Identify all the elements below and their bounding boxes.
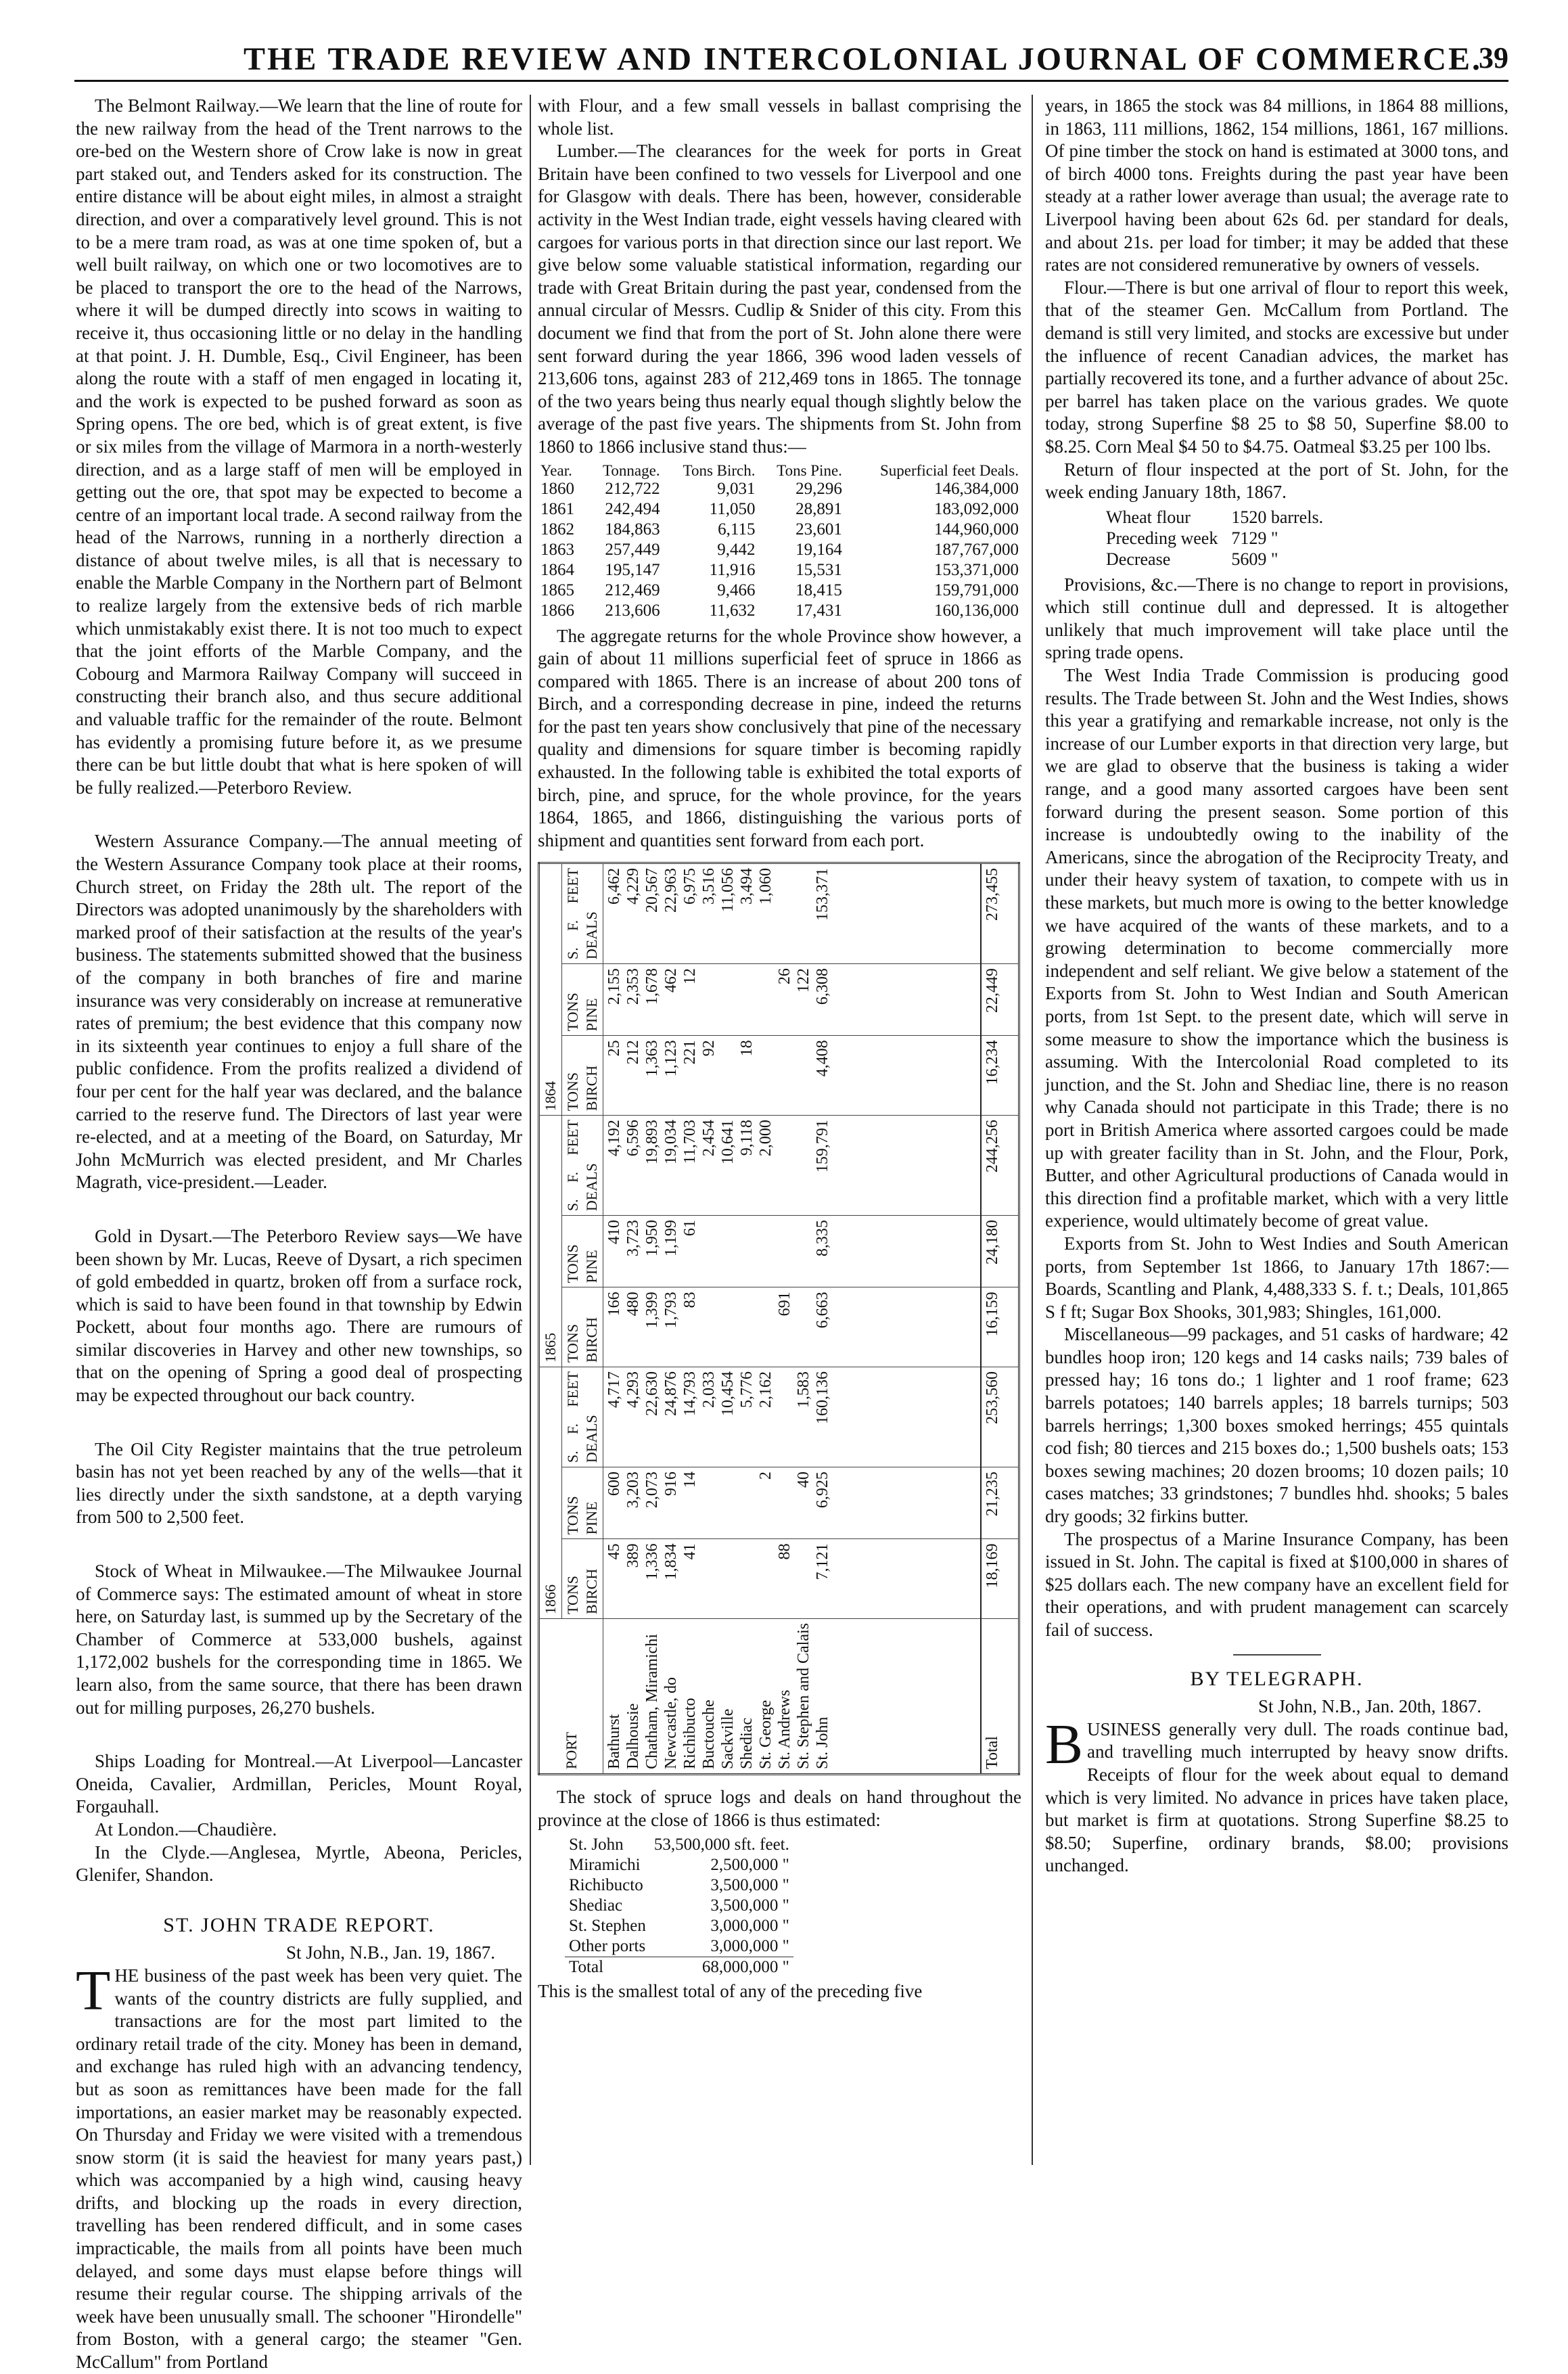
inspection-label: Preceding week	[1106, 528, 1218, 548]
table-row	[538, 479, 1021, 499]
article-stjohn-report	[76, 1959, 522, 2374]
total-cell: 16,234	[981, 1036, 1019, 1116]
table-cell: 1866	[540, 601, 574, 620]
table-cell: 1863	[540, 540, 574, 559]
article-ships-clyde: In the Clyde.—Anglesea, Myrtle, Abeona, Pericles, Glenifer, Shandon.	[76, 1842, 522, 1886]
table-cell: 146,384,000	[934, 479, 1019, 498]
table-cell: 159,791,000	[934, 580, 1019, 599]
article-belmont-railway: The Belmont Railway.—We learn that the line of route for the new railway from the head of the Trent narrows to the ore-bed on the Western shore of Crow lake is now in great part staked out, and Tenders asked for its construction. The entire distance will be about eight miles, in almost a straight direction, and over a comparatively level ground. This is not to be a mere tram road, as was at one time spoken of, but a well built railway, on which one or two locomotives are to be placed to transport the ore to the head of the Narrows, where it will be dumped directly into scows in waiting to receive it, thus occasioning little or no delay in the handling at that point. J. H. Dumble, Esq., Civil Engineer, has been along the route with a staff of men engaged in locating it, and the work is expected to be pushed forward as soon as Spring opens. The ore bed, which is of great extent, is five or six miles from the village of Marmora in a north-westerly direction, and as a large staff of men will be employed in getting out the ore, that spot may be expected to become a centre of an important local trade. A second railway from the head of the Narrows, running in a northerly direction a distance of about twelve miles, is all that is necessary to enable the Marble Company in the Northern part of Belmont to realize largely from the extensive beds of rich marble which unmistakably exist there. It is not too much to expect that the joint efforts of the Marble Company, and the Cobourg and Marmora Railway Company will succeed in constructing their branch also, and thus secure additional and valuable traffic for the remainder of the route. Belmont has evidently a promising future before it, as we presume there can be but little doubt that what is here spoken of will be fully realized.—Peterboro Review.	[76, 95, 522, 798]
table-cell: 183,092,000	[934, 499, 1019, 518]
total-cell: 244,256	[981, 1116, 1019, 1216]
data-column: 600 3,203 2,073 916 14 2 40 6,925	[603, 1467, 982, 1539]
table-row	[565, 1896, 793, 1916]
article-western-assurance: Western Assurance Company.—The annual meeting of the Western Assurance Company took place at their rooms, Church street, on Friday the 28th ult. The report of the Directors was adopted unanimously by the shareholders with marked proof of their satisfaction at the results of the year's business. The statements submitted showed that the business of the company in both branches of fire and marine insurance was very considerably on increase at remunerative rates of premium; the best evidence that this company now in its sixteenth year continues to enjoy a full share of the public confidence. From the profits realized a dividend of four per cent for the half year was declared, and the balance carried to the reserve fund. The Directors of last year were re-elected, and at a meeting of the Board, on Saturday, Mr John McMurrich was elected president, and Mr Charles Magrath, vice-president.—Leader.	[76, 831, 522, 1193]
table-cell: 11,632	[709, 601, 756, 620]
table-cell: 29,296	[795, 479, 842, 498]
table-cell: 184,863	[605, 520, 660, 539]
column-3	[1045, 95, 1508, 1877]
table-cell: 212,469	[605, 580, 660, 599]
table-row	[1099, 528, 1330, 549]
article-marine-insurance: The prospectus of a Marine Insurance Company, has been issued in St. John. The capital is fixed at $100,000 in shares of $25 dollars each. The new company have an excellent field for their operations, and with prudent management can scarcely fail of success.	[1045, 1528, 1508, 1640]
table-cell: 213,606	[605, 601, 660, 620]
table-row	[565, 1835, 793, 1855]
stock-value: 3,000,000 "	[710, 1936, 789, 1955]
table-cell: 6,115	[718, 520, 756, 539]
table-cell: 1864	[540, 560, 574, 579]
table-cell: 195,147	[605, 560, 660, 579]
data-column: 2,155 2,353 1,678 462 12 26 122 6,308	[603, 964, 982, 1036]
port-name: Shediac	[569, 1896, 623, 1915]
inspection-value: 1520 barrels.	[1231, 507, 1324, 527]
article-miscellaneous: Miscellaneous—99 packages, and 51 casks of hardware; 42 bundles hoop iron; 120 kegs and 14 casks nails; 739 bales of pressed hay; 16 tons do.; 1 lighter and 1 roof frame; 623 barrels potatoes; 140 barrels apples; 18 barrels turnips; 503 barrels herrings; 1,300 boxes smoked herrings; 455 quintals cod fish; 80 tierces and 215 boxes do.; 1,500 bushels oats; 153 boxes sewing machines; 20 dozen brooms; 10 dozen pails; 10 cases matches; 33 grindstones; 7 bundles hhd. shooks; 5 bales dry goods; 32 firkins butter.	[1045, 1324, 1508, 1527]
article-ships-london: At London.—Chaudière.	[95, 1819, 277, 1840]
data-column: 45 389 1,336 1,834 41 88 7,121	[603, 1539, 982, 1619]
column-subheader: S. F. FEET DEALS	[562, 863, 603, 964]
table-header-cell: Year.	[540, 461, 572, 479]
total-cell: 22,449	[981, 964, 1019, 1036]
column-subheader: TONS PINE	[562, 964, 603, 1036]
port-list: Bathurst Dalhousie Chatham, Miramichi Newcastle, do Richibucto Buctouche Sackville Shediac St. George St. Andrews St. Stephen and Calais St. John	[603, 1619, 982, 1775]
year-header: 1865	[539, 1116, 562, 1367]
column-subheader: S. F. FEET DEALS	[562, 1116, 603, 1216]
article-ships-liverpool: Ships Loading for Montreal.—At Liverpool—Lancaster Oneida, Cavalier, Ardmillan, Pericles, Mount Royal, Forgauhall.	[76, 1751, 522, 1817]
article-flour-return: Return of flour inspected at the port of St. John, for the week ending January 18th, 1867.	[1045, 459, 1508, 503]
table-header-cell: Tons Birch.	[683, 461, 756, 479]
total-cell: 18,169	[981, 1539, 1019, 1619]
stock-value: 53,500,000 sft. feet.	[653, 1835, 789, 1854]
table-row	[538, 520, 1021, 540]
stock-value: 3,500,000 "	[710, 1896, 789, 1915]
year-header: 1866	[539, 1367, 562, 1619]
table-cell: 11,916	[709, 560, 756, 579]
port-name: St. John	[569, 1835, 624, 1854]
table-header-cell: Tons Pine.	[777, 461, 842, 479]
shipments-table	[538, 463, 1021, 621]
data-column: 410 3,723 1,950 1,199 61 8,335	[603, 1216, 982, 1287]
article-provisions: Provisions, &c.—There is no change to report in provisions, which still continue dull and depressed. It is altogether unlikely that much improvement will take place until the spring trade opens.	[1045, 574, 1508, 663]
exports-table-rotated	[538, 860, 1021, 1777]
total-row	[565, 1957, 793, 1978]
port-name: Other ports	[569, 1936, 646, 1955]
inspection-value: 5609 "	[1231, 549, 1278, 569]
total-cell: 253,560	[981, 1367, 1019, 1467]
article-continuation: with Flour, and a few small vessels in ballast comprising the whole list.	[538, 95, 1021, 139]
table-row	[565, 1855, 793, 1875]
inspection-label: Decrease	[1106, 549, 1171, 569]
inspection-label: Wheat flour	[1106, 507, 1191, 527]
table-cell: 23,601	[795, 520, 842, 539]
total-cell: 273,455	[981, 863, 1019, 964]
table-row	[538, 580, 1021, 601]
table-row	[538, 560, 1021, 580]
dateline-stjohn: St John, N.B., Jan. 19, 1867.	[285, 1942, 495, 1963]
article-continuation: years, in 1865 the stock was 84 millions, in 1864 88 millions, in 1863, 111 millions, 1862, 154 millions, 1861, 167 millions. Of pine timber the stock on hand is estimated at 3000 tons, and of birch 4000 tons. Freights during the past year have been steady at a rather lower average than usual; the average rate to Liverpool having been about 62s 6d. per standard for deals, and about 21s. per load for timber; it may be added that these rates are not considered remunerative by owners of vessels.	[1045, 95, 1508, 275]
page-number: 39	[1479, 41, 1508, 74]
table-cell: 18,415	[795, 580, 842, 599]
article-oil-city: The Oil City Register maintains that the true petroleum basin has not yet been reached by any of the wells—that it lies directly under the sixth sandstone, at a depth varying from 500 to 2,500 feet.	[76, 1438, 522, 1528]
total-value: 68,000,000 "	[650, 1957, 793, 1978]
data-column: 25 212 1,363 1,123 221 92 18 4,408	[603, 1036, 982, 1116]
table-cell: 160,136,000	[934, 601, 1019, 620]
column-subheader: TONS PINE	[562, 1467, 603, 1539]
table-cell: 11,050	[709, 499, 756, 518]
column-subheader: TONS BIRCH	[562, 1287, 603, 1367]
stock-value: 3,500,000 "	[710, 1875, 789, 1894]
table-cell: 1865	[540, 580, 574, 599]
stock-value: 2,500,000 "	[710, 1855, 789, 1874]
divider	[1233, 1654, 1321, 1656]
table-cell: 1860	[540, 479, 574, 498]
port-header: PORT	[539, 1619, 603, 1775]
dateline-telegraph: St John, N.B., Jan. 20th, 1867.	[1258, 1696, 1481, 1717]
table-cell: 257,449	[605, 540, 660, 559]
page-header	[74, 39, 1508, 82]
article-telegraph	[1045, 1712, 1508, 1877]
exports-table	[538, 862, 1020, 1775]
drop-cap: T	[76, 1959, 111, 2022]
column-subheader: TONS BIRCH	[562, 1539, 603, 1619]
table-cell: 242,494	[605, 499, 660, 518]
total-cell: 24,180	[981, 1216, 1019, 1287]
section-heading-telegraph: BY TELEGRAPH.	[1190, 1667, 1364, 1690]
article-aggregate: The aggregate returns for the whole Province show however, a gain of about 11 millions superficial feet of spruce in 1866 as compared with 1865. There is an increase of about 200 tons of Birch, and a corresponding decrease in pine, indeed the returns for the past ten years show conclusively that pine of the necessary quality and dimensions for square timber is becoming rapidly exhausted. In the following table is exhibited the total exports of birch, pine, and spruce, for the whole province, for the years 1864, 1865, and 1866, distinguishing the various ports of shipment and quantities sent forward from each port.	[538, 625, 1021, 850]
table-row	[1099, 549, 1330, 570]
total-label: Total	[981, 1619, 1019, 1775]
table-cell: 1861	[540, 499, 574, 518]
total-cell: 16,159	[981, 1287, 1019, 1367]
section-heading-stjohn: ST. JOHN TRADE REPORT.	[163, 1913, 435, 1936]
table-row	[538, 601, 1021, 621]
data-column: 166 480 1,399 1,793 83 691 6,663	[603, 1287, 982, 1367]
inspection-table	[1099, 507, 1330, 570]
column-rule	[530, 95, 531, 2165]
table-cell: 9,031	[717, 479, 756, 498]
telegraph-body: USINESS generally very dull. The roads continue bad, and travelling much interrupted by heavy snow drifts. Receipts of flour for the week about equal to demand which is very limited. No advance in prices have taken place, but market is firm at quotations. Strong Superfine $8.25 to $8.50; Superfine, ordinary brands, $8.00; provisions unchanged.	[1045, 1718, 1508, 1876]
table-cell: 19,164	[795, 540, 842, 559]
table-cell: 28,891	[795, 499, 842, 518]
article-west-india: The West India Trade Commission is producing good results. The Trade between St. John and the West Indies, shows this year a gratifying and remarkable increase, not only is the increase of our Lumber exports in that direction very large, but we are glad to observe that the business is taking a wider range, and a good many assorted cargoes have been sent forward during the present season. Some portion of this increase is undoubtedly owing to the inability of the Americans, since the abrogation of the Reciprocity Treaty, and under their heavy system of taxation, to compete with us in these markets, but much more is owing to the better knowledge we have acquired of the wants of these markets, and to a growing determination to become commercially more independent and self reliant. We give below a statement of the Exports from St. John to West Indian and South American ports, from 1st Sept. to the present date, which will serve in some measure to show the importance which the business is assuming. With the Intercolonial Road completed to its junction, and the St. John and Shediac line, there is no reason why Canada should not participate in this Trade; there is no port in British America where assorted cargoes could be made up with greater facility than in St. John, and the Flour, Pork, Butter, and other Agricultural productions of Canada would in this direction find a profitable market, which with a very little experience, would ultimately become of great value.	[1045, 665, 1508, 1231]
article-smallest: This is the smallest total of any of the preceding five	[538, 1980, 923, 2001]
table-row	[565, 1916, 793, 1936]
data-column: 4,717 4,293 22,630 24,876 14,793 2,033 10,454 5,776 2,162 1,583 160,136	[603, 1367, 982, 1467]
article-lumber: Lumber.—The clearances for the week for ports in Great Britain have been confined to two vessels for Liverpool and one for Glasgow with deals. There has been, however, considerable activity in the West Indian trade, eight vessels having cleared with cargoes for various ports in that direction since our last report. We give below some valuable statistical information, regarding our trade with Great Britain during the past year, condensed from the annual circular of Messrs. Cudlip & Snider of this city. From this document we find that from the port of St. John alone there were sent forward during the year 1866, 396 wood laden vessels of 213,606 tons, against 283 of 212,469 tons in 1865. The tonnage of the two years being thus nearly equal though slightly below the average of the past five years. The shipments from St. John from 1860 to 1866 inclusive stand thus:—	[538, 141, 1021, 457]
column-1	[76, 95, 522, 2374]
column-subheader: TONS BIRCH	[562, 1036, 603, 1116]
table-cell: 1862	[540, 520, 574, 539]
column-subheader: S. F. FEET DEALS	[562, 1367, 603, 1467]
table-cell: 15,531	[795, 560, 842, 579]
inspection-value: 7129 "	[1231, 528, 1278, 548]
article-flour: Flour.—There is but one arrival of flour to report this week, that of the steamer Gen. McCallum from Portland. The demand is still very limited, and stocks are excessive but under the influence of recent Canadian advices, the market has partially recovered its tone, and a further advance of about 25c. per barrel has taken place on the various grades. We quote today, strong Superfine $8 25 to $8 50, Superfine $8.00 to $8.25. Corn Meal $4 50 to $4.75. Oatmeal $3.25 per 100 lbs.	[1045, 277, 1508, 457]
port-name: Miramichi	[569, 1855, 641, 1874]
column-subheader: TONS PINE	[562, 1216, 603, 1287]
table-cell: 212,722	[605, 479, 660, 498]
table-cell: 9,442	[717, 540, 756, 559]
table-cell: 187,767,000	[934, 540, 1019, 559]
table-cell: 153,371,000	[934, 560, 1019, 579]
table-row	[565, 1936, 793, 1957]
table-header-cell: Tonnage.	[602, 461, 660, 479]
table-row	[538, 499, 1021, 520]
table-cell: 17,431	[795, 601, 842, 620]
port-name: Richibucto	[569, 1875, 643, 1894]
article-stock: The stock of spruce logs and deals on hand throughout the province at the close of 1866 is thus estimated:	[538, 1787, 1021, 1831]
data-column: 6,462 4,229 20,567 22,963 6,975 3,516 11,056 3,494 1,060 153,371	[603, 863, 982, 964]
total-cell: 21,235	[981, 1467, 1019, 1539]
article-exports: Exports from St. John to West Indies and South American ports, from September 1st 1866, to January 17th 1867:—Boards, Scantling and Plank, 4,488,333 S. f. t.; Deals, 101,865 S f ft; Sugar Box Shooks, 301,983; Shingles, 161,000.	[1045, 1233, 1508, 1322]
article-wheat-milwaukee: Stock of Wheat in Milwaukee.—The Milwaukee Journal of Commerce says: The estimated amount of wheat in store here, on Saturday last, is summed up by the Secretary of the Chamber of Commerce at 533,000 bushels, against 1,172,002 bushels for the corresponding time in 1865. We learn also, from the same source, that there has been drawn out for milling purposes, 26,270 bushels.	[76, 1561, 522, 1718]
data-column: 4,192 6,596 19,893 19,034 11,703 2,454 10,641 9,118 2,000 159,791	[603, 1116, 982, 1216]
table-row	[538, 540, 1021, 560]
stock-value: 3,000,000 "	[710, 1916, 789, 1935]
column-2	[538, 95, 1021, 2003]
column-rule	[1032, 95, 1033, 2165]
total-label: Total	[565, 1957, 650, 1978]
table-row	[1099, 507, 1330, 528]
drop-cap: B	[1045, 1712, 1084, 1776]
table-header-cell: Superficial feet Deals.	[880, 461, 1019, 479]
masthead-title: THE TRADE REVIEW AND INTERCOLONIAL JOURNAL OF COMMERCE.	[244, 41, 1483, 77]
table-row	[565, 1875, 793, 1896]
article-gold-dysart: Gold in Dysart.—The Peterboro Review says—We have been shown by Mr. Lucas, Reeve of Dysart, a rich specimen of gold embedded in quartz, broken off from a surface rock, which is said to have been found in that township by Edwin Pockett, about four months ago. There are rumours of similar discoveries in Harvey and other new townships, so that on the opening of Spring a good deal of prospecting may be expected throughout our back country.	[76, 1225, 522, 1406]
table-cell: 144,960,000	[934, 520, 1019, 539]
stjohn-report-body: HE business of the past week has been very quiet. The wants of the country districts are fully supplied, and transactions are for the most part limited to the ordinary retail trade of the city. Money has been in demand, and exchange has ruled high with an advancing tendency, but as soon as remittances have been made for the fall importations, an easier market may be reasonably expected. On Thursday and Friday we were visited with a tremendous snow storm (it is said the heaviest for many years past,) which was accompanied by a high wind, causing heavy drifts, and blocking up the roads in every direction, travelling has been rendered difficult, and in some cases impracticable, the mails from all points have been much delayed, and some days must elapse before things will resume their regular course. The shipping arrivals of the week have been unusually small. The schooner "Hirondelle" from Boston, with a general cargo; the steamer "Gen. McCallum" from Portland	[76, 1965, 522, 2373]
stock-table	[565, 1835, 793, 1978]
table-cell: 9,466	[717, 580, 756, 599]
year-header: 1864	[539, 863, 562, 1116]
port-name: St. Stephen	[569, 1916, 646, 1935]
